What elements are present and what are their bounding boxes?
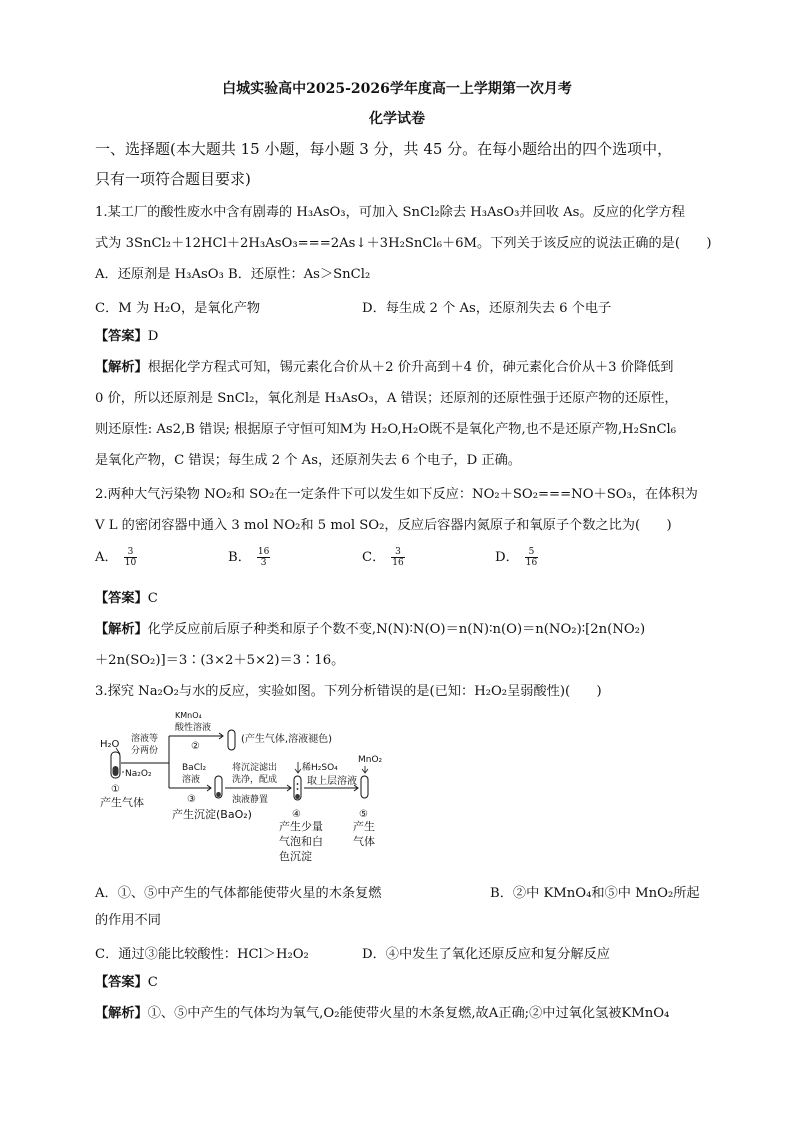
q3-analysis-line1 <box>95 1005 669 1023</box>
q2-stem-line1: 2.两种大气污染物 NO₂和 SO₂在一定条件下可以发生如下反应：NO₂＋SO₂===NO＋SO₃，在体积为 <box>95 487 698 502</box>
diagram-filter-l2: 洗净，配成 <box>232 775 278 785</box>
q2-option-d <box>495 546 538 568</box>
diagram-kmno4-l1: KMnO₄ <box>175 711 202 720</box>
option-fraction <box>124 547 137 568</box>
q1-option-ab: A．还原剂是 H₃AsO₃ B．还原性：As＞SnCl₂ <box>95 267 371 282</box>
option-label: A． <box>95 550 118 565</box>
diagram-c4-l3: 色沉淀 <box>279 850 312 863</box>
q3-stem: 3.探究 Na₂O₂与水的反应，实验如图。下列分析错误的是(已知：H₂O₂呈弱酸性)( ) <box>95 684 602 699</box>
option-fraction <box>391 547 404 568</box>
diagram-split-l2: 分两份 <box>131 746 159 756</box>
q2-analysis-line1 <box>95 621 645 639</box>
analysis-label: 【解析】 <box>95 360 148 375</box>
fraction-denominator: 3 <box>260 558 267 568</box>
section-heading-line2: 只有一项符合题目要求) <box>95 170 251 188</box>
answer-label: 【答案】 <box>95 329 148 344</box>
q2-option-a <box>95 546 137 568</box>
diagram-c4-l2: 气泡和白 <box>279 835 323 848</box>
q1-analysis-line4: 是氧化产物，C 错误；每生成 2 个 As，还原剂失去 6 个电子，D 正确。 <box>95 453 521 468</box>
q3-option-d: D．④中发生了氧化还原反应和复分解反应 <box>362 947 610 962</box>
q3-option-c: C．通过③能比较酸性：HCl＞H₂O₂ <box>95 947 309 962</box>
q2-option-c <box>362 546 405 568</box>
diagram-na2o2-label: Na₂O₂ <box>125 769 152 779</box>
q1-stem-line2: 式为 3SnCl₂＋12HCl＋2H₃AsO₃===2As↓＋3H₂SnCl₆＋6M。下列关于该反应的说法正确的是( ) <box>95 236 712 251</box>
fraction-numerator: 3 <box>124 547 137 558</box>
diagram-c5-l2: 气体 <box>353 835 375 848</box>
q2-stem-line2: V L 的密闭容器中通入 3 mol NO₂和 5 mol SO₂，反应后容器内氮原子和氧原子个数之比为( ) <box>95 518 672 533</box>
analysis-text: 化学反应前后原子种类和原子个数不变,N(N)∶N(O)＝n(N)∶n(O)＝n(NO₂)∶[2n(NO₂) <box>147 622 646 637</box>
q1-analysis-line2: 0 价，所以还原剂是 SnCl₂，氧化剂是 H₃AsO₃，A 错误；还原剂的还原性强于还原产物的还原性， <box>95 391 678 406</box>
option-label: C． <box>362 550 386 565</box>
q3-option-b-line2: 的作用不同 <box>95 913 161 928</box>
diagram-c1-result: 产生气体 <box>100 796 144 809</box>
q1-option-c: C．M 为 H₂O，是氧化产物 <box>95 301 261 316</box>
exam-title: 白城实验高中2025-2026学年度高一上学期第一次月考 <box>222 81 572 97</box>
answer-value: D <box>147 329 159 344</box>
analysis-text: ①、⑤中产生的气体均为氧气,O₂能使带火星的木条复燃,故A正确;②中过氧化氢被KMnO₄ <box>147 1006 670 1021</box>
option-fraction <box>257 547 270 568</box>
fraction-denominator: 10 <box>124 558 137 568</box>
diagram-circle4: ④ <box>292 809 301 820</box>
diagram-bacl2-l1: BaCl₂ <box>182 763 207 773</box>
analysis-label: 【解析】 <box>95 1006 148 1021</box>
diagram-upper-label: 取上层溶液 <box>307 776 357 787</box>
diagram-circle1: ① <box>111 784 120 795</box>
option-label: D． <box>495 550 519 565</box>
answer-value: C <box>147 975 158 990</box>
analysis-text: 根据化学方程式可知，锡元素化合价从＋2 价升高到＋4 价，砷元素化合价从＋3 价降低到 <box>147 360 674 375</box>
fraction-denominator: 16 <box>525 558 538 568</box>
exam-subtitle: 化学试卷 <box>369 111 425 127</box>
q1-analysis-line3: 则还原性: As2,B 错误; 根据原子守恒可知M为 H₂O,H₂O既不是氧化产物,也不是还原产物,H₂SnCl₆ <box>95 422 677 437</box>
diagram-circle2: ② <box>191 741 200 752</box>
q1-analysis-line1 <box>95 359 673 377</box>
diagram-c5-l1: 产生 <box>353 820 375 833</box>
section-heading-line1: 一、选择题(本大题共 15 小题，每小题 3 分，共 45 分。在每小题给出的四个选项中， <box>95 140 673 158</box>
diagram-h2so4-label: 稀H₂SO₄ <box>302 763 338 773</box>
q1-answer <box>95 328 158 346</box>
diagram-c4-l1: 产生少量 <box>279 820 323 833</box>
experiment-diagram <box>95 706 395 866</box>
q2-answer <box>95 590 158 608</box>
q3-option-a: A．①、⑤中产生的气体都能使带火星的木条复燃 <box>95 886 382 901</box>
q1-option-d: D．每生成 2 个 As，还原剂失去 6 个电子 <box>362 301 612 316</box>
diagram-circle3: ③ <box>187 794 196 805</box>
answer-value: C <box>147 591 158 606</box>
fraction-numerator: 5 <box>525 547 538 558</box>
test-tube-icon <box>228 730 235 750</box>
q2-analysis-line2: ＋2n(SO₂)]＝3∶(3×2＋5×2)＝3∶16。 <box>95 653 345 668</box>
option-fraction <box>525 547 538 568</box>
answer-label: 【答案】 <box>95 591 148 606</box>
test-tube-icon <box>361 776 368 798</box>
diagram-bacl2-l2: 溶液 <box>182 775 201 785</box>
diagram-circle5: ⑤ <box>359 809 368 820</box>
q3-option-b-line1: B．②中 KMnO₄和⑤中 MnO₂所起 <box>490 886 700 901</box>
option-label: B． <box>228 550 251 565</box>
diagram-kmno4-l2: 酸性溶液 <box>175 723 212 733</box>
diagram-mno2-label: MnO₂ <box>358 755 383 765</box>
q2-option-b <box>228 546 270 568</box>
q1-stem-line1: 1.某工厂的酸性废水中含有剧毒的 H₃AsO₃，可加入 SnCl₂除去 H₃AsO₃并回收 As。反应的化学方程 <box>95 205 685 220</box>
analysis-label: 【解析】 <box>95 622 148 637</box>
solid-sample-icon <box>113 766 119 776</box>
diagram-split-l1: 溶液等 <box>131 734 159 744</box>
diagram-h2o-label: H₂O <box>100 739 120 750</box>
fraction-numerator: 3 <box>391 547 404 558</box>
diagram-c2-result: (产生气体,溶液褪色) <box>241 734 332 745</box>
answer-label: 【答案】 <box>95 975 148 990</box>
diagram-filter-l1: 将沉淀滤出 <box>232 763 278 773</box>
diagram-c3-result: 产生沉淀(BaO₂) <box>172 808 252 821</box>
fraction-numerator: 16 <box>257 547 270 557</box>
fraction-denominator: 16 <box>392 558 404 568</box>
diagram-filter-l3: 浊液静置 <box>232 795 269 805</box>
q3-answer <box>95 974 158 992</box>
